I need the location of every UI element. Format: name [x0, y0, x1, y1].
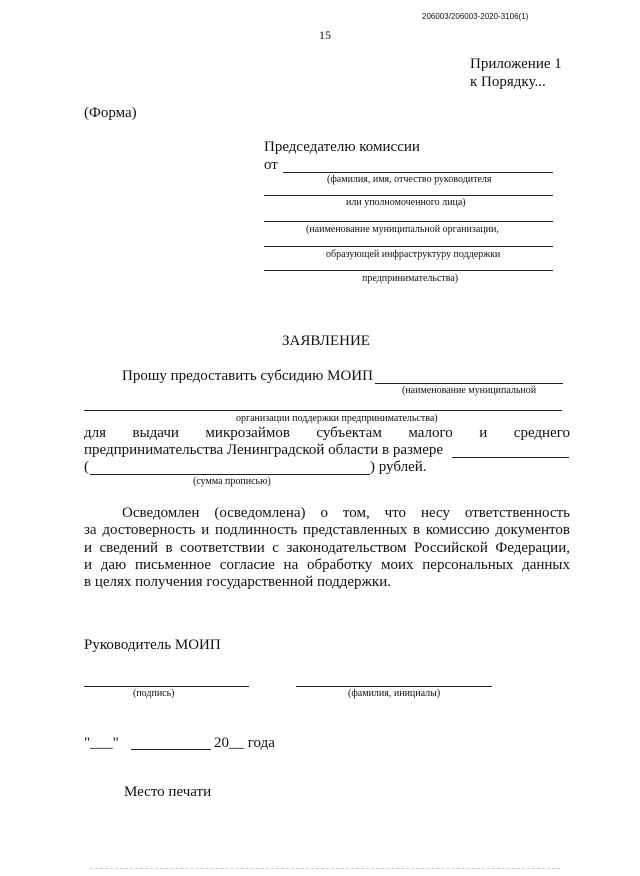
- org-input-line-1[interactable]: [264, 221, 553, 222]
- request-line-3: предпринимательства Ленинградской области в размере: [84, 442, 444, 458]
- consent-line-1: Осведомлен (осведомлена) о том, что несу ответственность: [122, 505, 570, 521]
- date-year: 20__ года: [214, 735, 275, 751]
- hint-name-initials: (фамилия, инициалы): [348, 688, 441, 699]
- hint-moip-name: (наименование муниципальной: [402, 385, 537, 396]
- hint-infrastructure: образующей инфраструктуру поддержки: [326, 249, 501, 260]
- appendix-line-2: к Порядку...: [470, 74, 546, 90]
- date-day[interactable]: "___": [84, 735, 119, 751]
- sum-close-text: ) рублей.: [370, 459, 427, 475]
- scan-artifact-line: [90, 868, 560, 869]
- name-initials-input-line[interactable]: [296, 686, 492, 687]
- addressee-title: Председателю комиссии: [264, 139, 420, 155]
- amount-input-line[interactable]: [452, 457, 569, 458]
- hint-moip-org: организации поддержки предпринимательства): [236, 413, 438, 424]
- hint-org-name: (наименование муниципальной организации,: [306, 224, 499, 235]
- signer-role: Руководитель МОИП: [84, 637, 221, 653]
- org-input-line-3[interactable]: [264, 270, 553, 271]
- hint-entrepreneurship: предпринимательства): [362, 273, 459, 284]
- consent-line-4: и даю письменное согласие на обработку моих персональных данных: [84, 557, 570, 573]
- request-line-2: для выдачи микрозаймов субъектам малого и среднего: [84, 425, 570, 441]
- request-line-1: Прошу предоставить субсидию МОИП: [122, 368, 373, 384]
- consent-line-2: за достоверность и подлинность представленных в комиссию документов: [84, 522, 570, 538]
- date-month-input-line[interactable]: [131, 749, 211, 750]
- sum-open-paren: (: [84, 459, 89, 475]
- form-label: (Форма): [84, 105, 137, 121]
- consent-line-5: в целях получения государственной поддержки.: [84, 574, 391, 590]
- hint-sum-words: (сумма прописью): [193, 476, 271, 487]
- page-number: 15: [319, 28, 331, 42]
- org-input-line-2[interactable]: [264, 246, 553, 247]
- stamp-place: Место печати: [124, 784, 212, 800]
- hint-authorized: или уполномоченного лица): [346, 197, 466, 208]
- document-title: ЗАЯВЛЕНИЕ: [282, 333, 370, 349]
- hint-signature: (подпись): [133, 688, 175, 699]
- appendix-line-1: Приложение 1: [470, 56, 562, 72]
- moip-name-input-line[interactable]: [375, 383, 563, 384]
- name-input-line-2[interactable]: [264, 195, 553, 196]
- moip-name-input-line-2[interactable]: [84, 410, 562, 411]
- consent-line-3: и сведений в соответствии с законодательством Российской Федерации,: [84, 540, 570, 556]
- signature-input-line[interactable]: [84, 686, 249, 687]
- hint-full-name: (фамилия, имя, отчество руководителя: [327, 174, 492, 185]
- from-input-line[interactable]: [283, 172, 553, 173]
- sum-words-input-line[interactable]: [90, 474, 370, 475]
- document-id: 206003/206003-2020-3106(1): [422, 12, 529, 21]
- from-label: от: [264, 157, 278, 173]
